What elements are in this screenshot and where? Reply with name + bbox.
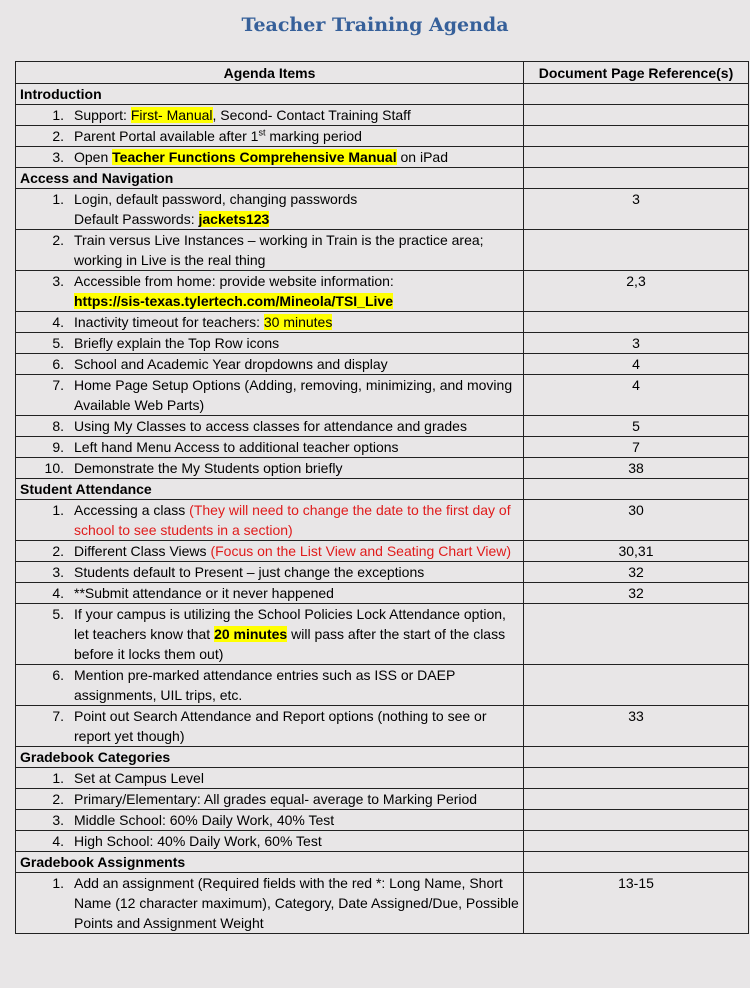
item-number: 2.: [52, 232, 64, 248]
red-note-text: (Focus on the List View and Seating Chart View): [210, 543, 512, 559]
item-number: 1.: [52, 191, 64, 207]
agenda-item: [20, 500, 519, 540]
text-run: Parent Portal available after 1: [74, 128, 259, 144]
section-title: Introduction: [16, 84, 524, 105]
page-reference: [524, 768, 749, 789]
agenda-item: [20, 458, 519, 478]
agenda-item-row: [16, 500, 749, 541]
red-note-text: (They will need to change the date to the first day of school to see students in a section): [74, 502, 511, 538]
agenda-item: [20, 375, 519, 415]
page-reference: [524, 831, 749, 852]
agenda-item: [20, 189, 519, 229]
agenda-item: [20, 147, 519, 167]
page-reference: 30,31: [524, 541, 749, 562]
item-number: 2.: [52, 543, 64, 559]
item-text: [74, 665, 519, 705]
item-text: [74, 500, 519, 540]
agenda-item-row: [16, 312, 749, 333]
item-number: 2.: [52, 128, 64, 144]
section-header-row: [16, 168, 749, 189]
agenda-body: [16, 84, 749, 934]
text-run: Briefly explain the Top Row icons: [74, 335, 280, 351]
item-number: 10.: [44, 460, 64, 476]
page-reference: [524, 312, 749, 333]
item-number: 5.: [52, 606, 64, 622]
item-text: [74, 458, 519, 478]
agenda-item-row: [16, 583, 749, 604]
section-title: Gradebook Assignments: [16, 852, 524, 873]
text-run: Middle School: 60% Daily Work, 40% Test: [74, 812, 335, 828]
agenda-item-row: [16, 604, 749, 665]
agenda-item-row: [16, 665, 749, 706]
page-reference: 2,3: [524, 271, 749, 312]
agenda-item-row: [16, 354, 749, 375]
page-reference: 5: [524, 416, 749, 437]
agenda-item-cell: [16, 831, 524, 852]
page-reference: 32: [524, 562, 749, 583]
text-run: Students default to Present – just change the exceptions: [74, 564, 425, 580]
page-reference: 30: [524, 500, 749, 541]
item-text: [74, 706, 519, 746]
section-header-row: [16, 479, 749, 500]
agenda-item: [20, 789, 519, 809]
agenda-item-row: [16, 416, 749, 437]
text-run: Primary/Elementary: All grades equal- average to Marking Period: [74, 791, 478, 807]
item-text: [74, 810, 519, 830]
item-number: 9.: [52, 439, 64, 455]
section-ref-cell: [524, 84, 749, 105]
item-number: 2.: [52, 791, 64, 807]
agenda-item-row: [16, 437, 749, 458]
agenda-item-row: [16, 706, 749, 747]
agenda-item-cell: [16, 312, 524, 333]
page-reference: [524, 105, 749, 126]
text-run: marking period: [265, 128, 362, 144]
text-run: Mention pre-marked attendance entries such as ISS or DAEP assignments, UIL trips, etc.: [74, 667, 456, 703]
item-text: [74, 789, 519, 809]
page-reference: 4: [524, 375, 749, 416]
item-number: 1.: [52, 875, 64, 891]
agenda-item-row: [16, 105, 749, 126]
agenda-item-cell: [16, 768, 524, 789]
agenda-item: [20, 604, 519, 664]
text-run: Accessible from home: provide website information:: [74, 273, 394, 289]
agenda-item-cell: [16, 789, 524, 810]
agenda-item-row: [16, 873, 749, 934]
page-reference: [524, 604, 749, 665]
highlighted-text: jackets123: [198, 211, 270, 227]
text-run: High School: 40% Daily Work, 60% Test: [74, 833, 322, 849]
agenda-item-cell: [16, 147, 524, 168]
agenda-item-cell: [16, 873, 524, 934]
text-run: will pass after the start of the class before it locks them out): [74, 626, 506, 662]
agenda-item-cell: [16, 354, 524, 375]
agenda-item: [20, 562, 519, 582]
section-title: Student Attendance: [16, 479, 524, 500]
item-number: 5.: [52, 335, 64, 351]
agenda-item-cell: [16, 105, 524, 126]
section-header-row: [16, 852, 749, 873]
text-run: Default Passwords:: [74, 211, 199, 227]
item-number: 1.: [52, 770, 64, 786]
page-reference: 32: [524, 583, 749, 604]
item-text: [74, 189, 519, 229]
agenda-item: [20, 810, 519, 830]
agenda-item-row: [16, 562, 749, 583]
agenda-item-cell: [16, 189, 524, 230]
agenda-item-row: [16, 333, 749, 354]
item-text: [74, 105, 519, 125]
agenda-item-row: [16, 271, 749, 312]
section-ref-cell: [524, 747, 749, 768]
item-text: [74, 437, 519, 457]
agenda-item-row: [16, 230, 749, 271]
agenda-item: [20, 541, 519, 561]
highlighted-text: 20 minutes: [214, 626, 288, 642]
text-run: Login, default password, changing passwords: [74, 191, 358, 207]
agenda-item: [20, 873, 519, 933]
highlighted-text: First- Manual: [130, 107, 213, 123]
section-ref-cell: [524, 852, 749, 873]
agenda-item: [20, 768, 519, 788]
text-run: Support:: [74, 107, 131, 123]
agenda-item: [20, 333, 519, 353]
agenda-item-row: [16, 541, 749, 562]
item-text: [74, 271, 519, 311]
section-title: Access and Navigation: [16, 168, 524, 189]
page-reference: 38: [524, 458, 749, 479]
text-run: Left hand Menu Access to additional teacher options: [74, 439, 399, 455]
section-header-row: [16, 747, 749, 768]
page-reference: 33: [524, 706, 749, 747]
agenda-item: [20, 230, 519, 270]
section-ref-cell: [524, 479, 749, 500]
text-run: **Submit attendance or it never happened: [74, 585, 334, 601]
item-number: 1.: [52, 107, 64, 123]
text-run: Different Class Views: [74, 543, 211, 559]
agenda-item-cell: [16, 604, 524, 665]
item-number: 1.: [52, 502, 64, 518]
item-number: 3.: [52, 149, 64, 165]
text-run: , Second- Contact Training Staff: [212, 107, 411, 123]
agenda-item-cell: [16, 230, 524, 271]
header-row: [16, 62, 749, 84]
agenda-item-row: [16, 147, 749, 168]
agenda-item-cell: [16, 500, 524, 541]
header-agenda-items: Agenda Items: [16, 62, 524, 84]
agenda-item: [20, 665, 519, 705]
text-run: Using My Classes to access classes for attendance and grades: [74, 418, 467, 434]
section-header-row: [16, 84, 749, 105]
agenda-item: [20, 271, 519, 311]
page-title: Teacher Training Agenda: [241, 14, 509, 36]
agenda-item-cell: [16, 562, 524, 583]
agenda-item-cell: [16, 271, 524, 312]
page-reference: [524, 126, 749, 147]
section-ref-cell: [524, 168, 749, 189]
item-number: 7.: [52, 708, 64, 724]
item-text: [74, 416, 519, 436]
agenda-item-cell: [16, 437, 524, 458]
agenda-item-row: [16, 189, 749, 230]
page-reference: 4: [524, 354, 749, 375]
page-reference: 3: [524, 189, 749, 230]
text-run: Point out Search Attendance and Report options (nothing to see or report yet though): [74, 708, 487, 744]
page-reference: [524, 789, 749, 810]
superscript: st: [258, 127, 266, 138]
agenda-item-cell: [16, 706, 524, 747]
item-text: [74, 147, 519, 167]
item-number: 4.: [52, 314, 64, 330]
agenda-item-cell: [16, 583, 524, 604]
header-page-references: Document Page Reference(s): [524, 62, 749, 84]
item-number: 4.: [52, 585, 64, 601]
agenda-item-row: [16, 789, 749, 810]
item-text: [74, 562, 519, 582]
text-run: Home Page Setup Options (Adding, removing, minimizing, and moving Available Web Parts): [74, 377, 513, 413]
text-run: Inactivity timeout for teachers:: [74, 314, 264, 330]
item-number: 6.: [52, 356, 64, 372]
text-run: If your campus is utilizing the School Policies Lock Attendance option, let teachers know that: [74, 606, 506, 642]
agenda-item-cell: [16, 126, 524, 147]
agenda-item-row: [16, 831, 749, 852]
item-number: 4.: [52, 833, 64, 849]
item-text: [74, 126, 519, 146]
item-text: [74, 230, 519, 270]
agenda-item: [20, 126, 519, 146]
agenda-item-cell: [16, 541, 524, 562]
agenda-item: [20, 437, 519, 457]
item-number: 3.: [52, 564, 64, 580]
text-run: Open: [74, 149, 113, 165]
item-text: [74, 354, 519, 374]
agenda-item: [20, 583, 519, 603]
agenda-item: [20, 105, 519, 125]
page-reference: 13-15: [524, 873, 749, 934]
agenda-item-cell: [16, 458, 524, 479]
agenda-item-row: [16, 126, 749, 147]
item-text: [74, 873, 519, 933]
highlighted-text: https://sis-texas.tylertech.com/Mineola/TSI_Live: [74, 293, 393, 309]
page-reference: [524, 810, 749, 831]
page-reference: [524, 230, 749, 271]
page-reference: 7: [524, 437, 749, 458]
agenda-item-row: [16, 768, 749, 789]
item-number: 8.: [52, 418, 64, 434]
text-run: Demonstrate the My Students option briefly: [74, 460, 343, 476]
item-text: [74, 541, 519, 561]
item-text: [74, 831, 519, 851]
agenda-item-row: [16, 458, 749, 479]
page-reference: 3: [524, 333, 749, 354]
text-run: on iPad: [396, 149, 448, 165]
item-number: 3.: [52, 812, 64, 828]
section-title: Gradebook Categories: [16, 747, 524, 768]
agenda-item: [20, 416, 519, 436]
agenda-item: [20, 706, 519, 746]
item-text: [74, 768, 519, 788]
highlighted-text: 30 minutes: [263, 314, 333, 330]
highlighted-text: Teacher Functions Comprehensive Manual: [112, 149, 397, 165]
item-number: 3.: [52, 273, 64, 289]
agenda-item-cell: [16, 333, 524, 354]
agenda-item: [20, 312, 519, 332]
agenda-item-cell: [16, 375, 524, 416]
page-reference: [524, 147, 749, 168]
text-run: Set at Campus Level: [74, 770, 204, 786]
text-run: School and Academic Year dropdowns and display: [74, 356, 388, 372]
text-run: Add an assignment (Required fields with the red *: Long Name, Short Name (12 character maximum), Category, Date Assigned/Due, Possible Points and Assignment Weight: [74, 875, 519, 931]
agenda-item-row: [16, 810, 749, 831]
page-reference: [524, 665, 749, 706]
agenda-item: [20, 831, 519, 851]
item-text: [74, 583, 519, 603]
item-text: [74, 333, 519, 353]
item-text: [74, 604, 519, 664]
item-number: 6.: [52, 667, 64, 683]
text-run: Accessing a class: [74, 502, 190, 518]
agenda-table: [15, 61, 749, 934]
agenda-item-cell: [16, 665, 524, 706]
agenda-item-cell: [16, 416, 524, 437]
agenda-item: [20, 354, 519, 374]
item-number: 7.: [52, 377, 64, 393]
agenda-item-row: [16, 375, 749, 416]
item-text: [74, 375, 519, 415]
item-text: [74, 312, 519, 332]
text-run: Train versus Live Instances – working in Train is the practice area; working in Live is the real thing: [74, 232, 484, 268]
agenda-item-cell: [16, 810, 524, 831]
